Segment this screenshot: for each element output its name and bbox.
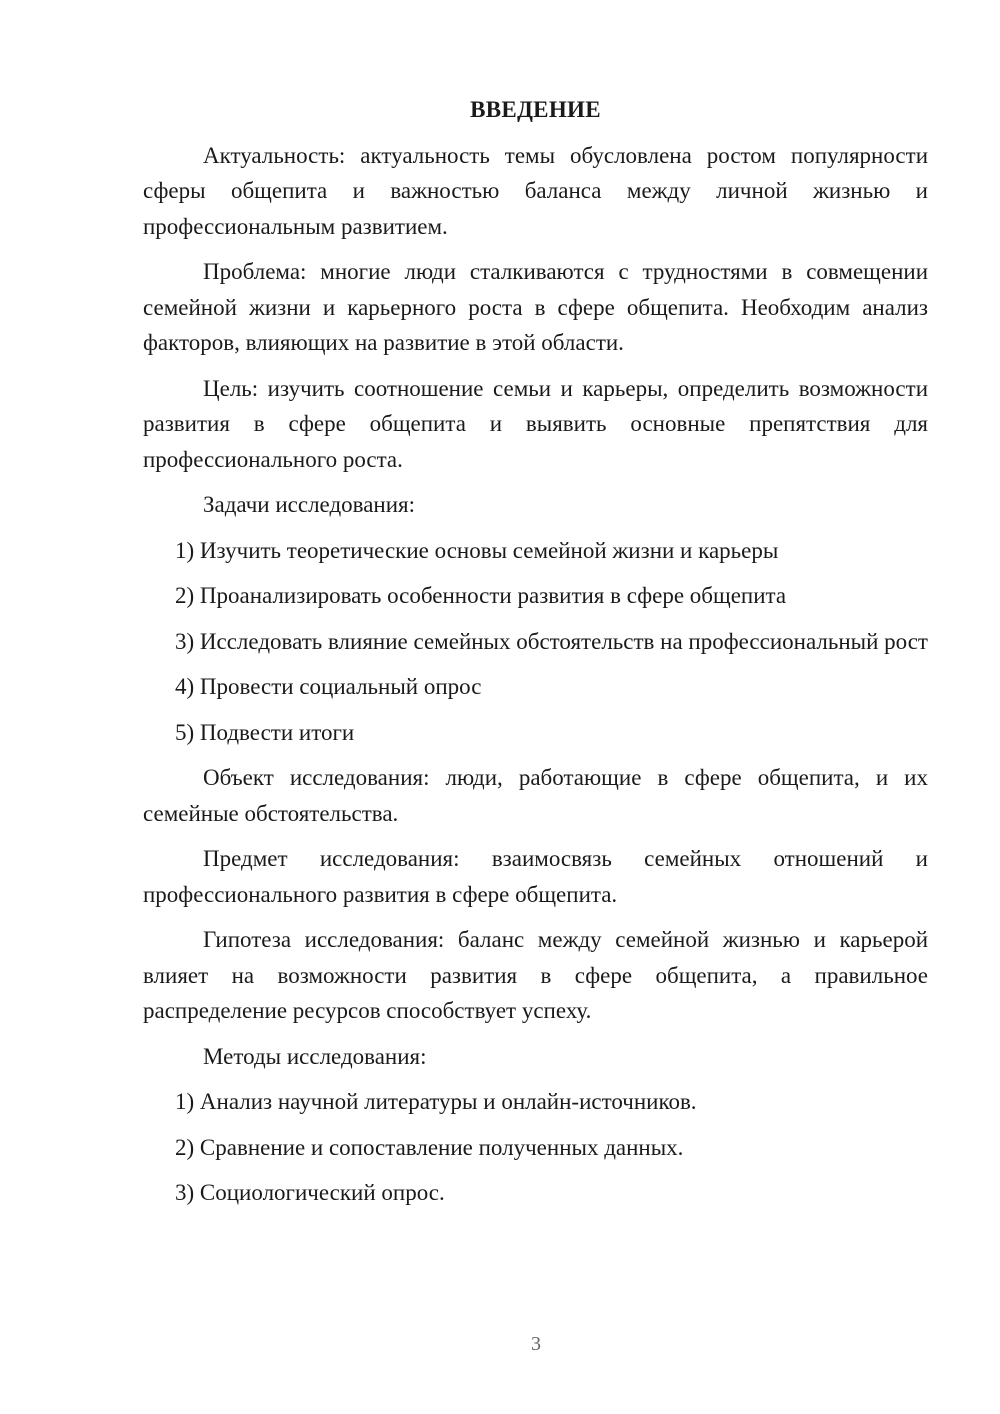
subject-paragraph: Предмет исследования: взаимосвязь семейных отношений и профессионального развития в сфере общепита.: [143, 846, 928, 907]
relevance-paragraph: Актуальность: актуальность темы обусловлена ростом популярности сферы общепита и важностью баланса между личной жизнью и профессиональным развитием.: [143, 142, 928, 239]
tasks-heading: Задачи исследования:: [203, 492, 416, 517]
task-item: 5) Подвести итоги: [175, 719, 355, 745]
method-item: 2) Сравнение и сопоставление полученных данных.: [175, 1134, 684, 1160]
document-page: [143, 92, 928, 1221]
problem-paragraph: Проблема: многие люди сталкиваются с трудностями в совмещении семейной жизни и карьерного роста в сфере общепита. Необходим анализ факторов, влияющих на развитие в этой области.: [143, 259, 928, 355]
hypothesis-paragraph: Гипотеза исследования: баланс между семейной жизнью и карьерой влияет на возможности развития в сфере общепита, а правильное распределение ресурсов способствует успеху.: [143, 927, 928, 1023]
task-item: 3) Исследовать влияние семейных обстоятельств на профессиональный рост: [175, 628, 928, 654]
document-heading: ВВЕДЕНИЕ: [470, 97, 601, 122]
method-item: 3) Социологический опрос.: [175, 1180, 445, 1205]
goal-paragraph: Цель: изучить соотношение семьи и карьеры, определить возможности развития в сфере общепита и выявить основные препятствия для профессионального роста.: [143, 375, 928, 472]
task-item: 2) Проанализировать особенности развития в сфере общепита: [175, 583, 787, 608]
method-item: 1) Анализ научной литературы и онлайн-источников.: [175, 1089, 697, 1114]
page-number: 3: [531, 1333, 541, 1355]
methods-heading: Методы исследования:: [203, 1043, 427, 1069]
task-item: 1) Изучить теоретические основы семейной жизни и карьеры: [175, 537, 779, 563]
object-paragraph: Объект исследования: люди, работающие в сфере общепита, и их семейные обстоятельства.: [143, 765, 928, 826]
task-item: 4) Провести социальный опрос: [175, 674, 482, 699]
